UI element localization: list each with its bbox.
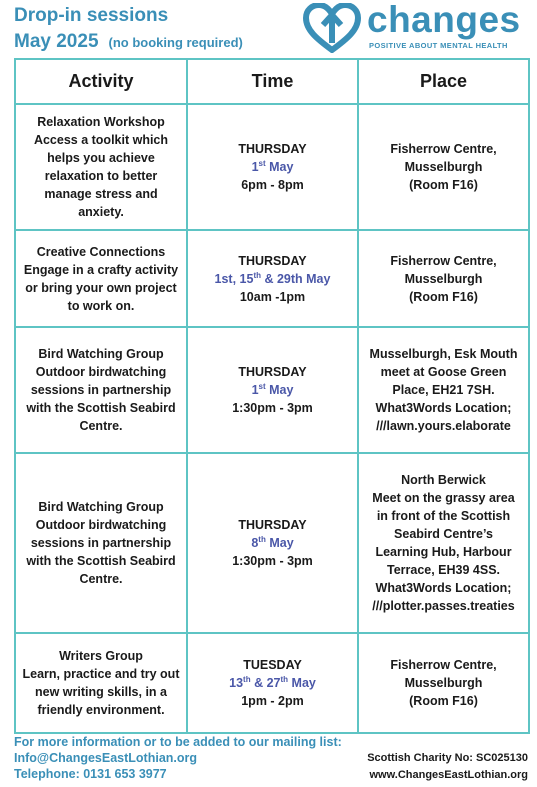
- telephone-text: Telephone: 0131 653 3977: [14, 767, 167, 781]
- place-line: Seabird Centre’s: [394, 527, 493, 541]
- session-date: 8th May: [251, 534, 294, 550]
- contact-info: [14, 734, 342, 782]
- place-line: Fisherrow Centre,: [390, 253, 497, 268]
- email-link[interactable]: Info@ChangesEastLothian.org: [14, 751, 198, 765]
- session-hours: 6pm - 8pm: [241, 178, 304, 192]
- time-cell: [187, 104, 358, 230]
- place-line: in front of the Scottish: [376, 509, 511, 523]
- activity-cell: [15, 327, 187, 453]
- column-header-place: Place: [358, 59, 529, 104]
- mailing-list-text: For more information or to be added to our mailing list:: [14, 735, 342, 749]
- time-cell: [187, 453, 358, 633]
- activity-name: Creative Connections: [36, 244, 166, 259]
- page-header: [0, 0, 537, 58]
- activity-description: Outdoor birdwatching sessions in partnership with the Scottish Seabird Centre.: [26, 365, 176, 433]
- column-header-activity: Activity: [15, 59, 187, 104]
- place-line: Musselburgh: [404, 160, 483, 174]
- page-title: Drop-in sessions: [14, 5, 169, 26]
- place-line: meet at Goose Green: [380, 365, 507, 379]
- place-cell: [358, 230, 529, 327]
- place-line: (Room F16): [409, 694, 478, 708]
- table-row: [15, 453, 529, 633]
- activity-name: Bird Watching Group: [38, 500, 164, 514]
- place-line: ///plotter.passes.treaties: [372, 599, 515, 613]
- session-date: 1st May: [251, 381, 294, 397]
- table-row: [15, 230, 529, 327]
- place-line: ///lawn.yours.elaborate: [376, 419, 511, 433]
- place-cell: [358, 104, 529, 230]
- website-link[interactable]: www.ChangesEastLothian.org: [369, 769, 528, 781]
- session-date: 13th & 27th May: [229, 674, 316, 690]
- time-cell: [187, 327, 358, 453]
- place-line: Learning Hub, Harbour: [375, 545, 512, 559]
- activity-description: Outdoor birdwatching sessions in partnership with the Scottish Seabird Centre.: [26, 518, 176, 586]
- time-cell: [187, 633, 358, 733]
- charity-number: Scottish Charity No: SC025130: [367, 752, 528, 764]
- activity-cell: [15, 453, 187, 633]
- month-label: May 2025: [14, 31, 99, 52]
- place-line: Place, EH21 7SH.: [392, 383, 495, 397]
- place-line: (Room F16): [409, 178, 478, 192]
- activity-cell: [15, 633, 187, 733]
- place-line: Terrace, EH39 4SS.: [386, 563, 501, 577]
- table-row: [15, 633, 529, 733]
- session-day: THURSDAY: [238, 253, 307, 268]
- place-cell: [358, 327, 529, 453]
- place-cell: [358, 633, 529, 733]
- activity-name: Relaxation Workshop: [37, 115, 165, 129]
- activity-name: Bird Watching Group: [38, 347, 164, 361]
- booking-note: (no booking required): [108, 35, 243, 50]
- logo-tagline: POSITIVE ABOUT MENTAL HEALTH: [369, 41, 508, 50]
- page-subtitle: [14, 31, 243, 53]
- session-day: THURSDAY: [238, 518, 307, 532]
- session-hours: 1:30pm - 3pm: [232, 554, 313, 568]
- session-day: THURSDAY: [238, 142, 307, 156]
- place-line: What3Words Location;: [375, 581, 512, 595]
- place-line: What3Words Location;: [375, 401, 512, 415]
- logo-wordmark: changes: [367, 0, 521, 40]
- session-hours: 1:30pm - 3pm: [232, 401, 313, 415]
- table-row: [15, 104, 529, 230]
- time-cell: [187, 230, 358, 327]
- session-hours: 1pm - 2pm: [241, 694, 304, 708]
- table-header-row: [15, 59, 529, 104]
- place-line: Musselburgh: [404, 271, 483, 286]
- activity-cell: [15, 230, 187, 327]
- place-line: Musselburgh, Esk Mouth: [369, 347, 518, 361]
- column-header-time: Time: [187, 59, 358, 104]
- place-line: (Room F16): [409, 289, 478, 304]
- activity-cell: [15, 104, 187, 230]
- place-cell: [358, 453, 529, 633]
- heart-arrow-logo-icon: [303, 3, 361, 53]
- place-line: Fisherrow Centre,: [390, 142, 497, 156]
- changes-logo: [303, 0, 535, 53]
- activity-description: Engage in a crafty activity or bring your own project to work on.: [23, 262, 179, 313]
- session-hours: 10am -1pm: [239, 289, 306, 304]
- table-row: [15, 327, 529, 453]
- session-date: 1st May: [251, 158, 294, 174]
- charity-info: [367, 750, 528, 784]
- page-footer: [14, 734, 528, 784]
- session-day: TUESDAY: [243, 658, 302, 672]
- session-day: THURSDAY: [238, 365, 307, 379]
- place-line: North Berwick: [401, 473, 486, 487]
- activity-description: Access a toolkit which helps you achieve relaxation to better manage stress and anxiety.: [33, 133, 169, 219]
- activity-description: Learn, practice and try out new writing skills, in a friendly environment.: [22, 667, 180, 717]
- activity-name: Writers Group: [59, 649, 143, 663]
- session-date: 1st, 15th & 29th May: [214, 270, 331, 286]
- sessions-table: [14, 58, 530, 734]
- place-line: Meet on the grassy area: [372, 491, 515, 505]
- place-line: Musselburgh: [404, 676, 483, 690]
- place-line: Fisherrow Centre,: [390, 658, 497, 672]
